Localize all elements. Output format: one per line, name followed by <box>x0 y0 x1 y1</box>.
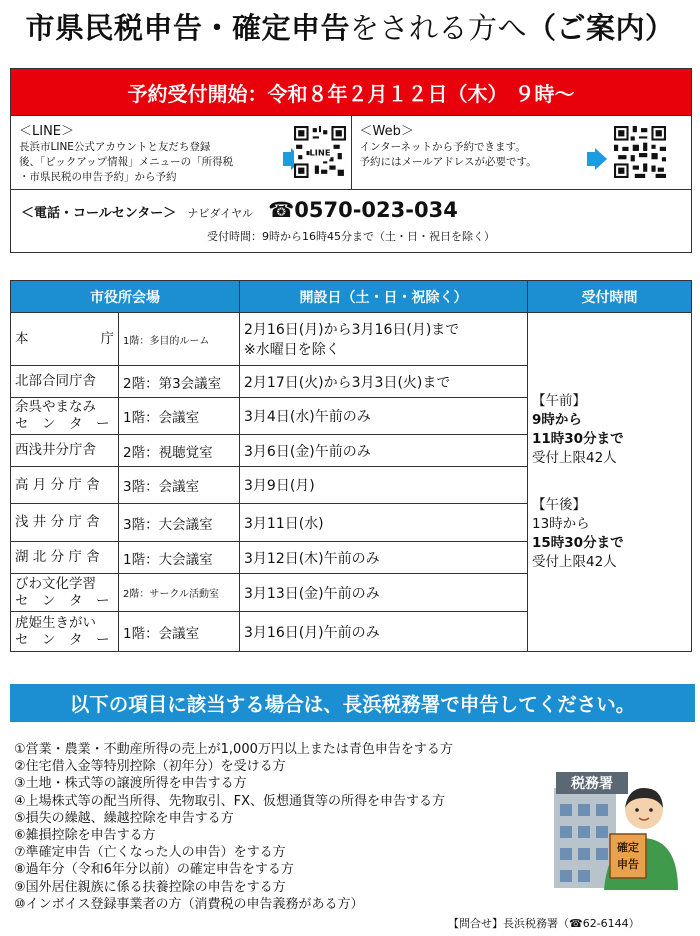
venue-name: 高 月 分 庁 舎 <box>11 467 119 504</box>
navi-dial-label: ナビダイヤル <box>187 207 253 220</box>
board-text-2: 申告 <box>617 858 639 871</box>
venue-name: 浅 井 分 庁 舎 <box>11 504 119 542</box>
column-header-hours: 受付時間 <box>528 281 692 313</box>
line-heading: ＜LINE＞ <box>19 124 75 139</box>
reservation-banner: 予約受付開始：令和８年２月１２日（木） ９時～ <box>11 69 691 116</box>
venue-room: 1階：会議室 <box>119 612 240 652</box>
venue-dates: 3月6日(金)午前のみ <box>240 435 528 467</box>
reservation-methods <box>11 116 691 190</box>
phone-heading: ＜電話・コールセンター＞ <box>21 206 177 221</box>
pm-to: 15時30分まで <box>532 535 624 551</box>
pm-from: 13時から <box>532 516 590 532</box>
column-header-venue: 市役所会場 <box>11 281 240 313</box>
reception-hours <box>528 313 692 652</box>
venue-name: びわ文化学習 セ ン タ ー <box>11 574 119 612</box>
page-title <box>0 6 700 47</box>
list-item: ⑩インボイス登録事業者の方（消費税の申告義務がある方） <box>14 896 364 912</box>
venue-dates: 2月16日(月)から3月16日(月)まで ※水曜日を除く <box>240 313 528 366</box>
am-limit: 受付上限42人 <box>532 450 617 466</box>
tax-office-illustration <box>552 770 680 890</box>
venue-dates: 3月11日(水) <box>240 504 528 542</box>
reservation-box <box>10 68 692 253</box>
web-qr-code-icon[interactable] <box>614 126 666 178</box>
phone-number[interactable]: ☎0570-023-034 <box>268 198 458 222</box>
venue-dates: 3月16日(月)午前のみ <box>240 612 528 652</box>
venue-dates: 3月9日(月) <box>240 467 528 504</box>
venue-name: 北部合同庁舎 <box>11 366 119 398</box>
pm-limit: 受付上限42人 <box>532 554 617 570</box>
board-text-1: 確定 <box>617 841 639 854</box>
title-paren: （ご案内） <box>527 11 675 45</box>
contact-info: 【問合せ】長浜税務署（☎62-6144） <box>448 917 640 930</box>
line-section <box>11 116 351 189</box>
venue-name: 本 庁 <box>11 313 119 366</box>
tax-office-sign: 税務署 <box>571 776 613 792</box>
venue-room: 2階：サークル活動室 <box>119 574 240 612</box>
am-from: 9時から <box>532 412 582 428</box>
line-description: 長浜市LINE公式アカウントと友だち登録 後、「ピックアップ情報」メニューの「所得税 ・市県民税の申告予約」から予約 <box>19 141 234 183</box>
venue-room: 3階：会議室 <box>119 467 240 504</box>
list-item: ⑥雑損控除を申告する方 <box>14 828 156 844</box>
list-item: ③土地・株式等の譲渡所得を申告する方 <box>14 776 247 792</box>
tax-office-notice-banner: 以下の項目に該当する場合は、長浜税務署で申告してください。 <box>10 684 695 722</box>
list-item: ⑨国外居住親族に係る扶養控除の申告をする方 <box>14 879 286 895</box>
title-main: 市県民税申告・確定申告 <box>25 11 350 45</box>
column-header-dates: 開設日（土・日・祝除く） <box>240 281 528 313</box>
tax-office-items-list <box>14 741 453 913</box>
line-qr-code-icon[interactable] <box>294 126 346 178</box>
pm-label: 【午後】 <box>532 497 586 513</box>
list-item: ④上場株式等の配当所得、先物取引、FX、仮想通貨等の所得を申告する方 <box>14 793 446 809</box>
web-section <box>351 116 692 189</box>
list-item: ⑦準確定申告（亡くなった人の申告）をする方 <box>14 845 286 861</box>
venue-dates: 3月4日(水)午前のみ <box>240 398 528 435</box>
venue-table <box>10 280 692 652</box>
venue-name: 余呉やまなみ セ ン タ ー <box>11 398 119 435</box>
title-sub: をされる方へ <box>349 11 527 45</box>
am-label: 【午前】 <box>532 393 586 409</box>
venue-dates: 3月12日(木)午前のみ <box>240 542 528 574</box>
list-item: ⑤損失の繰越、繰越控除を申告する方 <box>14 810 234 826</box>
venue-room: 2階：第3会議室 <box>119 366 240 398</box>
list-item: ⑧過年分（令和6年分以前）の確定申告をする方 <box>14 862 294 878</box>
list-item: ①営業・農業・不動産所得の売上が1,000万円以上または青色申告をする方 <box>14 742 453 757</box>
phone-section <box>11 190 691 252</box>
line-qr-label: LINE <box>309 147 331 158</box>
phone-hours: 受付時間：9時から16時45分まで（土・日・祝日を除く） <box>207 230 495 243</box>
venue-dates: 3月13日(金)午前のみ <box>240 574 528 612</box>
venue-name: 湖 北 分 庁 舎 <box>11 542 119 574</box>
venue-dates: 2月17日(火)から3月3日(火)まで <box>240 366 528 398</box>
venue-room: 3階：大会議室 <box>119 504 240 542</box>
am-to: 11時30分まで <box>532 431 624 447</box>
venue-name: 虎姫生きがい セ ン タ ー <box>11 612 119 652</box>
table-row <box>11 313 692 366</box>
table-header-row <box>11 281 692 313</box>
web-heading: ＜Web＞ <box>359 124 414 139</box>
venue-room: 1階：大会議室 <box>119 542 240 574</box>
venue-room: 1階：会議室 <box>119 398 240 435</box>
venue-room: 1階：多目的ルーム <box>119 313 240 366</box>
venue-name: 西浅井分庁舎 <box>11 435 119 467</box>
web-description: インターネットから予約できます。 予約にはメールアドレスが必要です。 <box>359 141 537 168</box>
list-item: ②住宅借入金等特別控除（初年分）を受ける方 <box>14 759 286 775</box>
venue-room: 2階：視聴覚室 <box>119 435 240 467</box>
